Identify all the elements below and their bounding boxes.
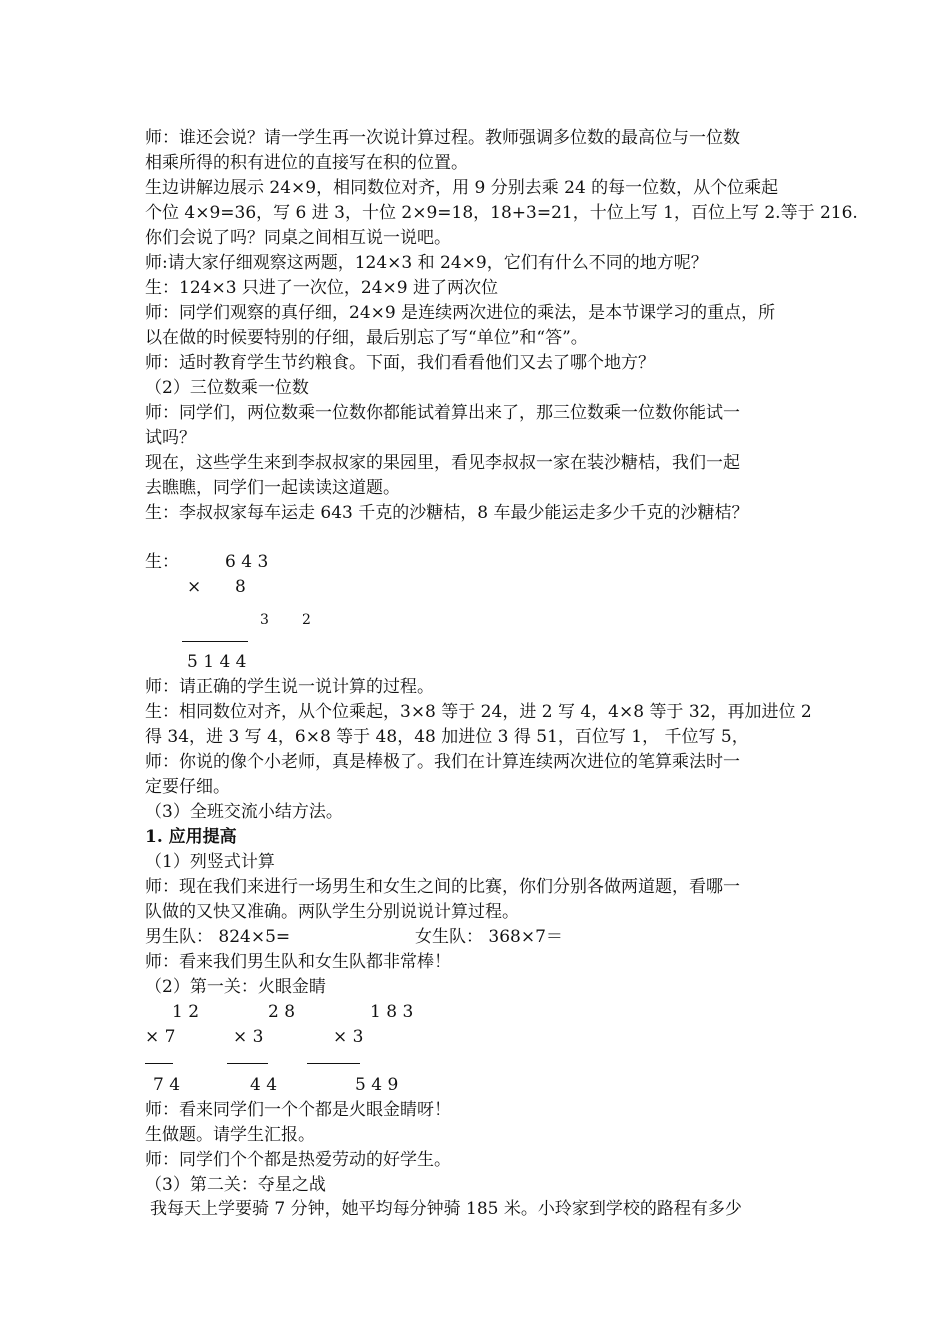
text-line: 师：谁还会说？请一学生再一次说计算过程。教师强调多位数的最高位与一位数 bbox=[145, 128, 740, 148]
calc-rule bbox=[227, 1063, 268, 1064]
text-line: 师：同学们，两位数乘一位数你都能试着算出来了，那三位数乘一位数你能试一 bbox=[145, 403, 740, 423]
multiplier: 8 bbox=[235, 577, 246, 597]
text-line: 生做题。请学生汇报。 bbox=[145, 1125, 315, 1145]
text-line: 定要仔细。 bbox=[145, 777, 230, 797]
text-line: 队做的又快又准确。两队学生分别说说计算过程。 bbox=[145, 902, 519, 922]
text-line: 师：现在我们来进行一场男生和女生之间的比赛，你们分别各做两道题，看哪一 bbox=[145, 877, 740, 897]
section-heading: （3）全班交流小结方法。 bbox=[145, 802, 343, 822]
text-line: 试吗？ bbox=[145, 428, 196, 448]
text-line: 师：你说的像个小老师，真是棒极了。我们在计算连续两次进位的笔算乘法时一 bbox=[145, 752, 740, 772]
student-label: 生： bbox=[145, 552, 179, 572]
product: 5 1 4 4 bbox=[187, 652, 247, 672]
girls-team-problem: 女生队： 368×7＝ bbox=[415, 927, 563, 947]
text-line: 得 34，进 3 写 4，6×8 等于 48，48 加进位 3 得 51，百位写 1， 千位写 5， bbox=[145, 727, 749, 747]
text-line: 去瞧瞧，同学们一起读读这道题。 bbox=[145, 478, 400, 498]
text-line: 生：相同数位对齐，从个位乘起，3×8 等于 24，进 2 写 4，4×8 等于 32，再加进位 2 bbox=[145, 702, 812, 722]
calc-2-multiplier: × 3 bbox=[233, 1027, 264, 1047]
calc-2-multiplicand: 2 8 bbox=[268, 1002, 296, 1022]
calc-rule bbox=[182, 641, 248, 642]
text-line: 师:请大家仔细观察这两题，124×3 和 24×9，它们有什么不同的地方呢？ bbox=[145, 253, 708, 273]
calc-1-multiplicand: 1 2 bbox=[172, 1002, 200, 1022]
calc-1-multiplier: × 7 bbox=[145, 1027, 176, 1047]
text-line: 师：看来同学们一个个都是火眼金睛呀！ bbox=[145, 1100, 451, 1120]
text-line: 我每天上学要骑 7 分钟，她平均每分钟骑 185 米。小玲家到学校的路程有多少 bbox=[150, 1199, 742, 1219]
text-line: 师：适时教育学生节约粮食。下面，我们看看他们又去了哪个地方？ bbox=[145, 353, 655, 373]
calc-1-product: 7 4 bbox=[153, 1075, 181, 1095]
carry-digit: 2 bbox=[302, 612, 311, 628]
text-line: 以在做的时候要特别的仔细，最后别忘了写“单位”和“答”。 bbox=[145, 328, 588, 348]
times-sign: × bbox=[187, 577, 202, 597]
section-heading: （1）列竖式计算 bbox=[145, 852, 275, 872]
text-line: 师：同学们个个都是热爱劳动的好学生。 bbox=[145, 1150, 451, 1170]
calc-rule bbox=[307, 1063, 360, 1064]
section-heading: （2）三位数乘一位数 bbox=[145, 378, 309, 398]
text-line: 生：124×3 只进了一次位，24×9 进了两次位 bbox=[145, 278, 499, 298]
calc-3-product: 5 4 9 bbox=[355, 1075, 399, 1095]
text-line: 相乘所得的积有进位的直接写在积的位置。 bbox=[145, 153, 468, 173]
text-line: 你们会说了吗？同桌之间相互说一说吧。 bbox=[145, 228, 451, 248]
text-line: 师：请正确的学生说一说计算的过程。 bbox=[145, 677, 434, 697]
calc-rule bbox=[145, 1063, 173, 1064]
section-heading: （2）第一关：火眼金睛 bbox=[145, 977, 326, 997]
text-line: 师：同学们观察的真仔细，24×9 是连续两次进位的乘法，是本节课学习的重点，所 bbox=[145, 303, 776, 323]
text-line: 师：看来我们男生队和女生队都非常棒！ bbox=[145, 952, 451, 972]
boys-team-problem: 男生队： 824×5= bbox=[145, 927, 291, 947]
calc-3-multiplier: × 3 bbox=[333, 1027, 364, 1047]
text-line: 现在，这些学生来到李叔叔家的果园里，看见李叔叔一家在装沙糖桔，我们一起 bbox=[145, 453, 740, 473]
section-title: 1. 应用提高 bbox=[145, 827, 237, 847]
multiplicand: 6 4 3 bbox=[225, 552, 269, 572]
text-line: 生：李叔叔家每车运走 643 千克的沙糖桔，8 车最少能运走多少千克的沙糖桔？ bbox=[145, 503, 749, 523]
carry-digit: 3 bbox=[260, 612, 269, 628]
calc-2-product: 4 4 bbox=[250, 1075, 278, 1095]
section-heading: （3）第二关：夺星之战 bbox=[145, 1175, 326, 1195]
calc-3-multiplicand: 1 8 3 bbox=[370, 1002, 414, 1022]
text-line: 生边讲解边展示 24×9，相同数位对齐，用 9 分别去乘 24 的每一位数，从个位乘起 bbox=[145, 178, 779, 198]
text-line: 个位 4×9=36，写 6 进 3，十位 2×9=18，18+3=21，十位上写 1，百位上写 2.等于 216. bbox=[145, 203, 858, 223]
